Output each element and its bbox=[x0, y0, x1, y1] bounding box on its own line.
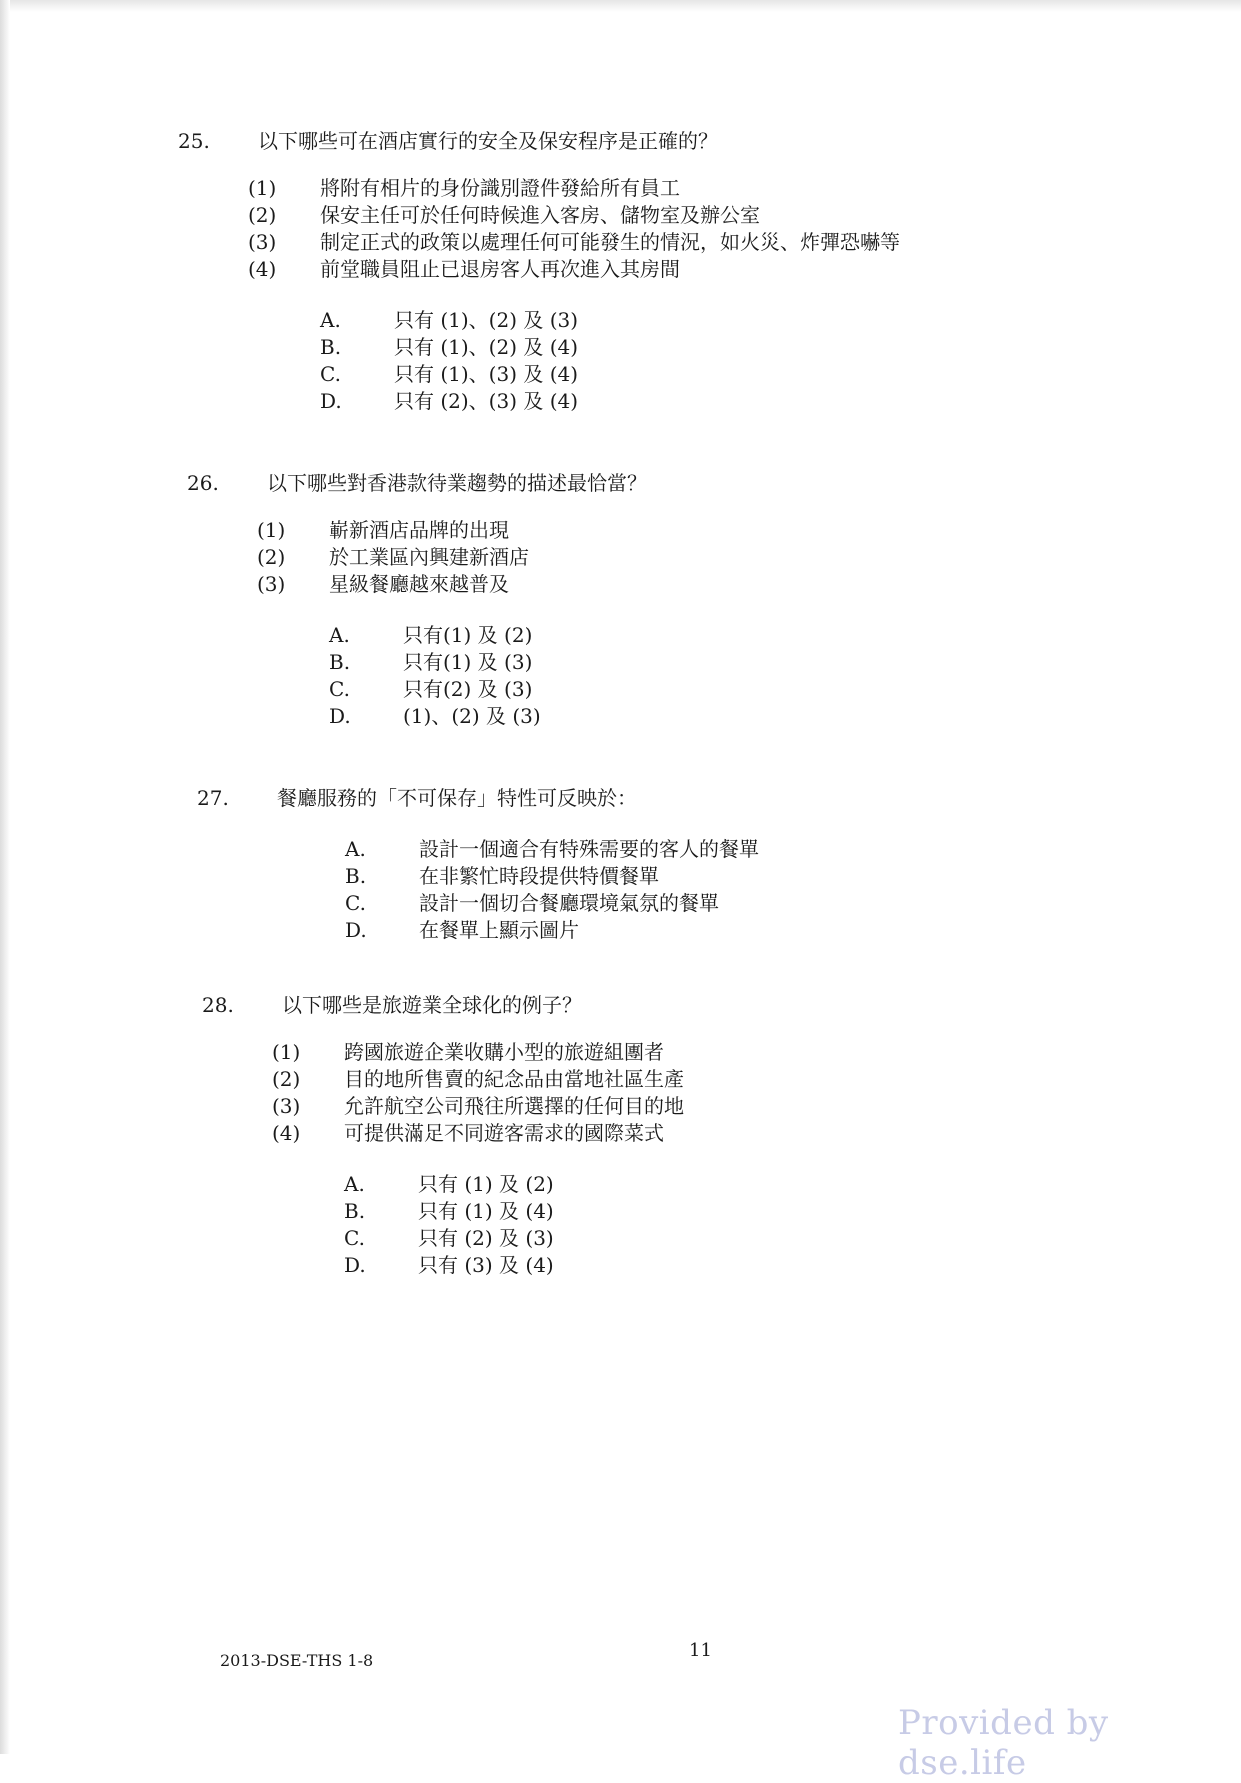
statement: (3) 允許航空公司飛往所選擇的任何目的地 bbox=[272, 1094, 684, 1118]
question-text: 餐廳服務的「不可保存」特性可反映於： bbox=[277, 786, 637, 810]
option-c: C. 只有 (1)、(3) 及 (4) bbox=[320, 362, 579, 386]
option-b: B. 在非繁忙時段提供特價餐單 bbox=[345, 864, 659, 888]
question-stem bbox=[197, 785, 759, 812]
option-c: C. 只有(2) 及 (3) bbox=[329, 677, 533, 701]
option-b: B. 只有(1) 及 (3) bbox=[329, 650, 533, 674]
question-stem bbox=[202, 992, 684, 1019]
question-26 bbox=[187, 470, 647, 730]
option-d: D. (1)、(2) 及 (3) bbox=[329, 704, 541, 728]
option-c: C. 設計一個切合餐廳環境氣氛的餐單 bbox=[345, 891, 719, 915]
option-d: D. 只有 (3) 及 (4) bbox=[344, 1253, 554, 1277]
option-d: D. 在餐單上顯示圖片 bbox=[345, 918, 579, 942]
statement: (1) 嶄新酒店品牌的出現 bbox=[257, 518, 509, 542]
question-stem bbox=[178, 128, 900, 155]
question-number: 27. bbox=[197, 786, 229, 810]
watermark: Provided by dse.life bbox=[898, 1703, 1109, 1783]
statement-list bbox=[248, 175, 900, 283]
option-d: D. 只有 (2)、(3) 及 (4) bbox=[320, 389, 579, 413]
option-list bbox=[345, 836, 759, 944]
question-text: 以下哪些可在酒店實行的安全及保安程序是正確的？ bbox=[258, 129, 718, 153]
scan-edge-top bbox=[0, 0, 1241, 12]
statement: (4) 前堂職員阻止已退房客人再次進入其房間 bbox=[248, 257, 680, 281]
option-a: A. 只有 (1) 及 (2) bbox=[344, 1172, 554, 1196]
question-27 bbox=[197, 785, 759, 944]
scan-edge-left bbox=[0, 0, 10, 1754]
statement: (1) 跨國旅遊企業收購小型的旅遊組團者 bbox=[272, 1040, 664, 1064]
statement: (2) 於工業區內興建新酒店 bbox=[257, 545, 529, 569]
question-25 bbox=[178, 128, 900, 415]
question-text: 以下哪些是旅遊業全球化的例子？ bbox=[282, 993, 582, 1017]
question-number: 25. bbox=[178, 129, 210, 153]
statement: (2) 目的地所售賣的紀念品由當地社區生產 bbox=[272, 1067, 684, 1091]
statement: (3) 星級餐廳越來越普及 bbox=[257, 572, 509, 596]
option-a: A. 只有 (1)、(2) 及 (3) bbox=[320, 308, 579, 332]
statement: (4) 可提供滿足不同遊客需求的國際菜式 bbox=[272, 1121, 664, 1145]
question-number: 26. bbox=[187, 471, 219, 495]
question-text: 以下哪些對香港款待業趨勢的描述最恰當？ bbox=[267, 471, 647, 495]
option-a: A. 設計一個適合有特殊需要的客人的餐單 bbox=[345, 837, 759, 861]
option-b: B. 只有 (1)、(2) 及 (4) bbox=[320, 335, 579, 359]
question-stem bbox=[187, 470, 647, 497]
option-a: A. 只有(1) 及 (2) bbox=[329, 623, 533, 647]
statement: (3) 制定正式的政策以處理任何可能發生的情況，如火災、炸彈恐嚇等 bbox=[248, 230, 900, 254]
statement: (2) 保安主任可於任何時候進入客房、儲物室及辦公室 bbox=[248, 203, 760, 227]
statement-list bbox=[257, 517, 647, 598]
option-list bbox=[320, 307, 900, 415]
option-list bbox=[329, 622, 647, 730]
option-b: B. 只有 (1) 及 (4) bbox=[344, 1199, 554, 1223]
question-28 bbox=[202, 992, 684, 1279]
option-c: C. 只有 (2) 及 (3) bbox=[344, 1226, 554, 1250]
statement-list bbox=[272, 1039, 684, 1147]
statement: (1) 將附有相片的身份識別證件發給所有員工 bbox=[248, 176, 680, 200]
question-number: 28. bbox=[202, 993, 234, 1017]
paper-code: 2013-DSE-THS 1-8 bbox=[220, 1651, 374, 1670]
option-list bbox=[344, 1171, 684, 1279]
page-number: 11 bbox=[689, 1640, 712, 1661]
